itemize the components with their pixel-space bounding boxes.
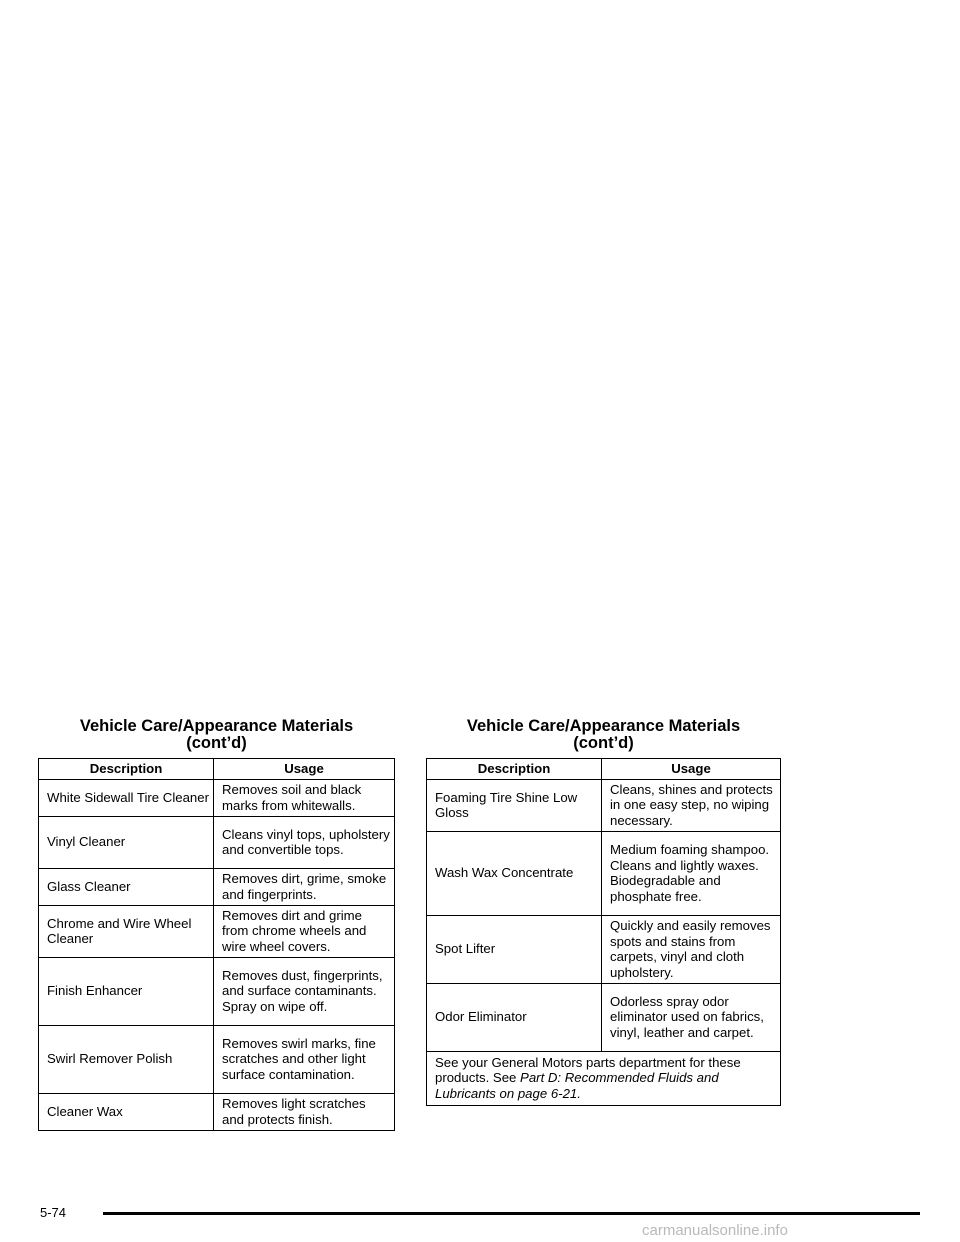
usage-cell: Removes light scratches and protects finish. <box>214 1093 395 1130</box>
description-cell: Foaming Tire Shine Low Gloss <box>427 779 602 831</box>
description-cell: Cleaner Wax <box>39 1093 214 1130</box>
usage-cell: Cleans, shines and protects in one easy step, no wiping necessary. <box>602 779 781 831</box>
usage-cell: Medium foaming shampoo. Cleans and lightly waxes. Biodegradable and phosphate free. <box>602 831 781 915</box>
usage-cell: Removes swirl marks, fine scratches and other light surface contamination. <box>214 1025 395 1093</box>
watermark: carmanualsonline.info <box>642 1222 788 1239</box>
table-header-row <box>39 759 395 780</box>
footer-rule <box>103 1212 920 1215</box>
right-column <box>426 718 781 1106</box>
usage-cell: Quickly and easily removes spots and stains from carpets, vinyl and cloth upholstery. <box>602 915 781 983</box>
description-cell: Spot Lifter <box>427 915 602 983</box>
table-row <box>39 1025 395 1093</box>
note-reference-link[interactable]: Part D: Recommended Fluids and Lubricants on page 6-21. <box>435 1070 719 1101</box>
usage-cell: Removes dust, fingerprints, and surface contaminants. Spray on wipe off. <box>214 957 395 1025</box>
usage-cell: Removes dirt, grime, smoke and fingerprints. <box>214 868 395 905</box>
left-table-title: Vehicle Care/Appearance Materials (cont’d) <box>79 717 354 752</box>
description-cell: Odor Eliminator <box>427 983 602 1051</box>
table-row <box>39 1093 395 1130</box>
description-cell: Chrome and Wire Wheel Cleaner <box>39 905 214 957</box>
usage-cell: Removes soil and black marks from whitewalls. <box>214 779 395 816</box>
table-row <box>39 957 395 1025</box>
left-column <box>38 718 395 1131</box>
table-row <box>427 831 781 915</box>
table-row <box>427 915 781 983</box>
usage-cell: Removes dirt and grime from chrome wheels and wire wheel covers. <box>214 905 395 957</box>
note-cell <box>427 1051 781 1106</box>
description-cell: Vinyl Cleaner <box>39 816 214 868</box>
usage-cell: Odorless spray odor eliminator used on fabrics, vinyl, leather and carpet. <box>602 983 781 1051</box>
table-row <box>39 779 395 816</box>
usage-cell: Cleans vinyl tops, upholstery and convertible tops. <box>214 816 395 868</box>
description-cell: White Sidewall Tire Cleaner <box>39 779 214 816</box>
usage-header: Usage <box>214 759 395 780</box>
description-cell: Swirl Remover Polish <box>39 1025 214 1093</box>
table-row <box>39 816 395 868</box>
description-cell: Glass Cleaner <box>39 868 214 905</box>
table-header-row <box>427 759 781 780</box>
note-row <box>427 1051 781 1106</box>
page-number: 5-74 <box>40 1205 67 1220</box>
table-row <box>39 905 395 957</box>
usage-header: Usage <box>602 759 781 780</box>
table-row <box>427 779 781 831</box>
left-materials-table <box>38 758 395 1131</box>
right-materials-table <box>426 758 781 1106</box>
description-header: Description <box>427 759 602 780</box>
note-text: See your General Motors parts department for these products. See <box>435 1054 741 1085</box>
description-cell: Finish Enhancer <box>39 957 214 1025</box>
description-cell: Wash Wax Concentrate <box>427 831 602 915</box>
table-row <box>427 983 781 1051</box>
table-row <box>39 868 395 905</box>
right-table-title: Vehicle Care/Appearance Materials (cont’d) <box>466 717 741 752</box>
description-header: Description <box>39 759 214 780</box>
